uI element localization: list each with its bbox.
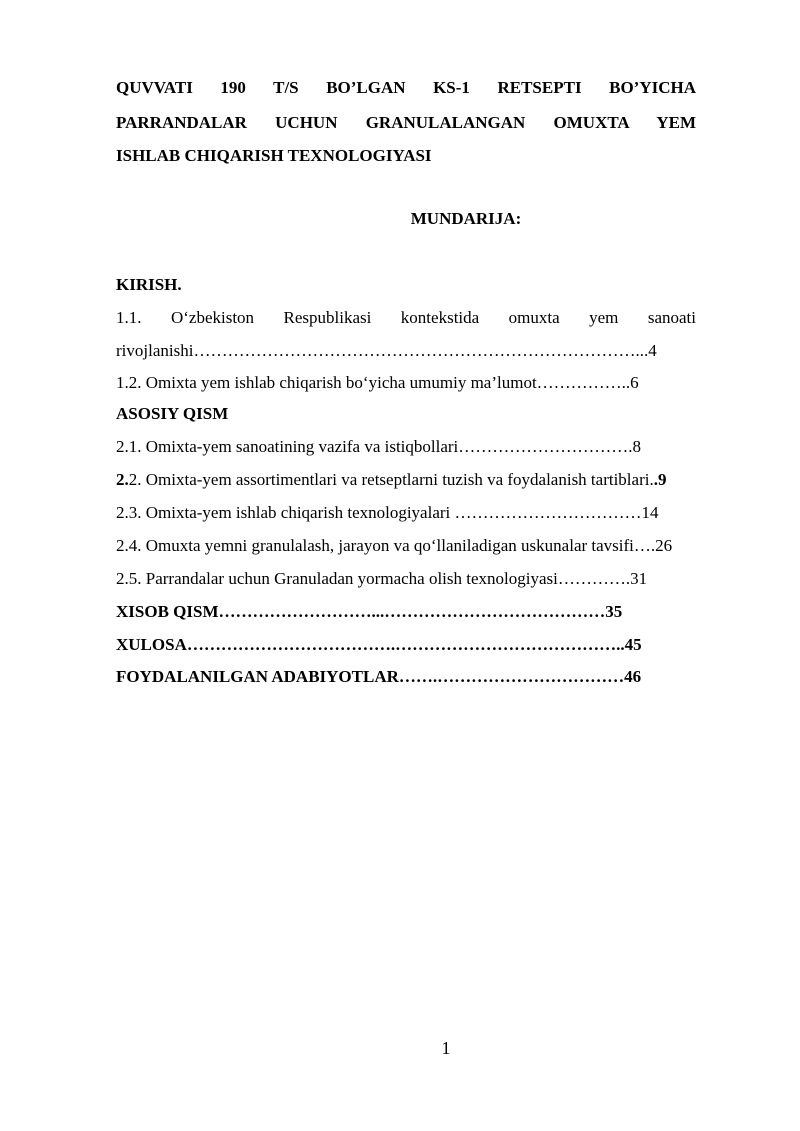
toc-item-2-2-prefix: 2.: [116, 470, 129, 489]
toc-item-1-2: 1.2. Omixta yem ishlab chiqarish bo‘yicha umumiy ma’lumot……………..6: [116, 373, 639, 392]
toc-item-2-3: 2.3. Omixta-yem ishlab chiqarish texnologiyalari ……………………………14: [116, 503, 659, 522]
title-line-3: ISHLAB CHIQARISH TEXNOLOGIYASI: [116, 146, 432, 165]
title-line-1: QUVVATI 190 T/S BO’LGAN KS-1 RETSEPTI BO’YICHA: [116, 78, 696, 97]
title-line-2: PARRANDALAR UCHUN GRANULALANGAN OMUXTA YEM: [116, 113, 696, 132]
toc-calc-section: XISOB QISM………………………...…………………………………35: [116, 602, 623, 621]
main-heading: ASOSIY QISM: [116, 404, 229, 423]
toc-item-1-1-line-2: rivojlanishi……………………………………………………………………...4: [116, 341, 657, 360]
intro-heading: KIRISH.: [116, 275, 182, 294]
toc-item-2-2-text: 2. Omixta-yem assortimentlari va retseptlarni tuzish va foydalanish tartiblari.: [128, 470, 654, 489]
toc-item-2-2: [116, 470, 666, 490]
toc-conclusion: XULOSA……………………………….…………………………………..45: [116, 635, 642, 654]
toc-item-2-2-page: .9: [653, 470, 667, 489]
toc-references: FOYDALANILGAN ADABIYOTLAR…….……………………………46: [116, 667, 642, 686]
toc-item-2-5: 2.5. Parrandalar uchun Granuladan yormacha olish texnologiyasi………….31: [116, 569, 648, 588]
contents-heading: MUNDARIJA:: [410, 209, 522, 228]
toc-item-2-4: 2.4. Omuxta yemni granulalash, jarayon va qo‘llaniladigan uskunalar tavsifi….26: [116, 536, 673, 555]
toc-item-1-1-line-1: 1.1. O‘zbekiston Respublikasi kontekstida omuxta yem sanoati: [116, 308, 696, 327]
page-number: 1: [441, 1038, 451, 1058]
toc-item-2-1: 2.1. Omixta-yem sanoatining vazifa va istiqbollari………………………….8: [116, 437, 642, 456]
